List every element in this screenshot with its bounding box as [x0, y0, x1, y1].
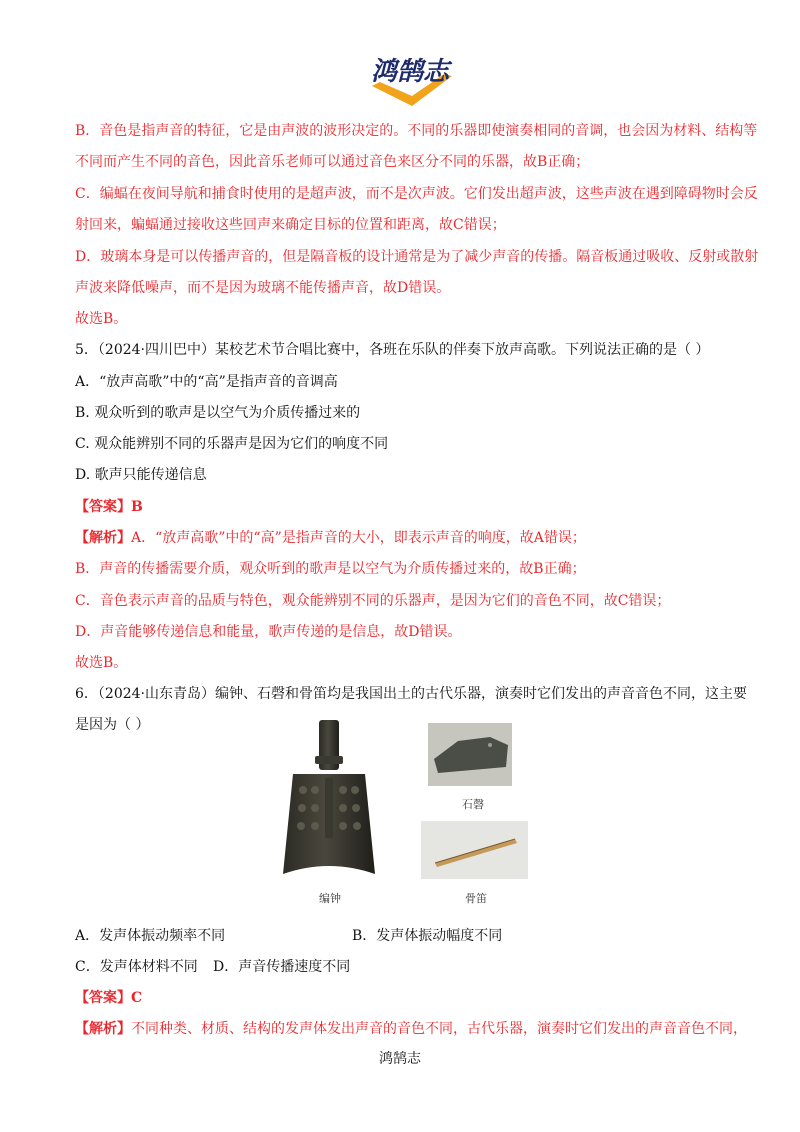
q5-analysis-a [75, 528, 586, 548]
q6-answer-tag: 【答案】 [75, 990, 131, 1006]
q5-option-d: D. 歌声只能传递信息 [75, 467, 207, 483]
bianzhong-caption: 编钟 [319, 892, 341, 905]
q6-analysis-text: 不同种类、材质、结构的发声体发出声音的音色不同，古代乐器，演奏时它们发出的声音音色不同， [131, 1021, 747, 1037]
q5-analysis-b: B．声音的传播需要介质，观众听到的歌声是以空气为介质传播过来的，故B正确； [75, 561, 586, 577]
q4-analysis-b-line1: B．音色是指声音的特征，它是由声波的波形决定的。不同的乐器即使演奏相同的音调，也会因为材料、结构等 [75, 123, 758, 139]
q5-stem: 5．（2024·四川巴中）某校艺术节合唱比赛中，各班在乐队的伴奏下放声高歌。下列说法正确的是（ ） [75, 342, 710, 358]
q6-answer-value: C [131, 990, 143, 1006]
q5-answer-value: B [131, 499, 143, 515]
q4-analysis-d-line2: 声波来降低噪声，而不是因为玻璃不能传播声音，故D错误。 [75, 280, 451, 296]
q6-analysis [75, 1019, 747, 1039]
q6-option-a: A．发声体振动频率不同 [75, 928, 226, 944]
shiqing-caption: 石磬 [462, 798, 484, 811]
q6-answer [75, 988, 142, 1008]
q5-answer-tag: 【答案】 [75, 499, 131, 515]
q4-analysis-c-line1: C．编蝠在夜间导航和捕食时使用的是超声波，而不是次声波。它们发出超声波，这些声波在遇到障碍物时会反 [75, 186, 758, 202]
shiqing-image [428, 723, 512, 786]
logo-text: 鸿鹄志 [370, 57, 450, 87]
q5-analysis-a-text: A．“放声高歌”中的“高”是指声音的大小，即表示声音的响度，故A错误； [131, 530, 586, 546]
q5-analysis-c: C．音色表示声音的品质与特色，观众能辨别不同的乐器声，是因为它们的音色不同，故C错误； [75, 593, 671, 609]
q6-option-c: C．发声体材料不同 [75, 959, 198, 975]
q5-conclusion: 故选B。 [75, 655, 128, 671]
q5-analysis-d: D．声音能够传递信息和能量，歌声传递的是信息，故D错误。 [75, 624, 462, 640]
q5-option-b: B. 观众听到的歌声是以空气为介质传播过来的 [75, 405, 361, 421]
q5-option-c: C. 观众能辨别不同的乐器声是因为它们的响度不同 [75, 436, 389, 452]
q6-stem-line1: 6．（2024·山东青岛）编钟、石磬和骨笛均是我国出土的古代乐器，演奏时它们发出的声音音色不同，这主要 [75, 686, 747, 702]
gudi-caption: 骨笛 [465, 892, 487, 905]
q6-option-b: B．发声体振动幅度不同 [352, 928, 503, 944]
q6-analysis-tag: 【解析】 [75, 1021, 131, 1037]
q4-analysis-b-line2: 不同而产生不同的音色，因此音乐老师可以通过音色来区分不同的乐器，故B正确； [75, 154, 590, 170]
q6-option-d: D．声音传播速度不同 [213, 959, 351, 975]
brand-logo [352, 52, 468, 108]
q5-answer [75, 497, 143, 517]
q6-stem-line2: 是因为（ ） [75, 717, 150, 733]
bianzhong-image [275, 718, 383, 876]
page-footer: 鸿鹄志 [379, 1051, 421, 1067]
q5-option-a: A．“放声高歌”中的“高”是指声音的音调高 [75, 374, 338, 390]
q5-analysis-tag: 【解析】 [75, 530, 131, 546]
q4-analysis-c-line2: 射回来，蝙蝠通过接收这些回声来确定目标的位置和距离，故C错误； [75, 217, 506, 233]
q4-conclusion: 故选B。 [75, 311, 128, 327]
q4-analysis-d-line1: D．玻璃本身是可以传播声音的，但是隔音板的设计通常是为了减少声音的传播。隔音板通过吸收、反射或散射 [75, 249, 759, 265]
gudi-image [421, 821, 528, 879]
